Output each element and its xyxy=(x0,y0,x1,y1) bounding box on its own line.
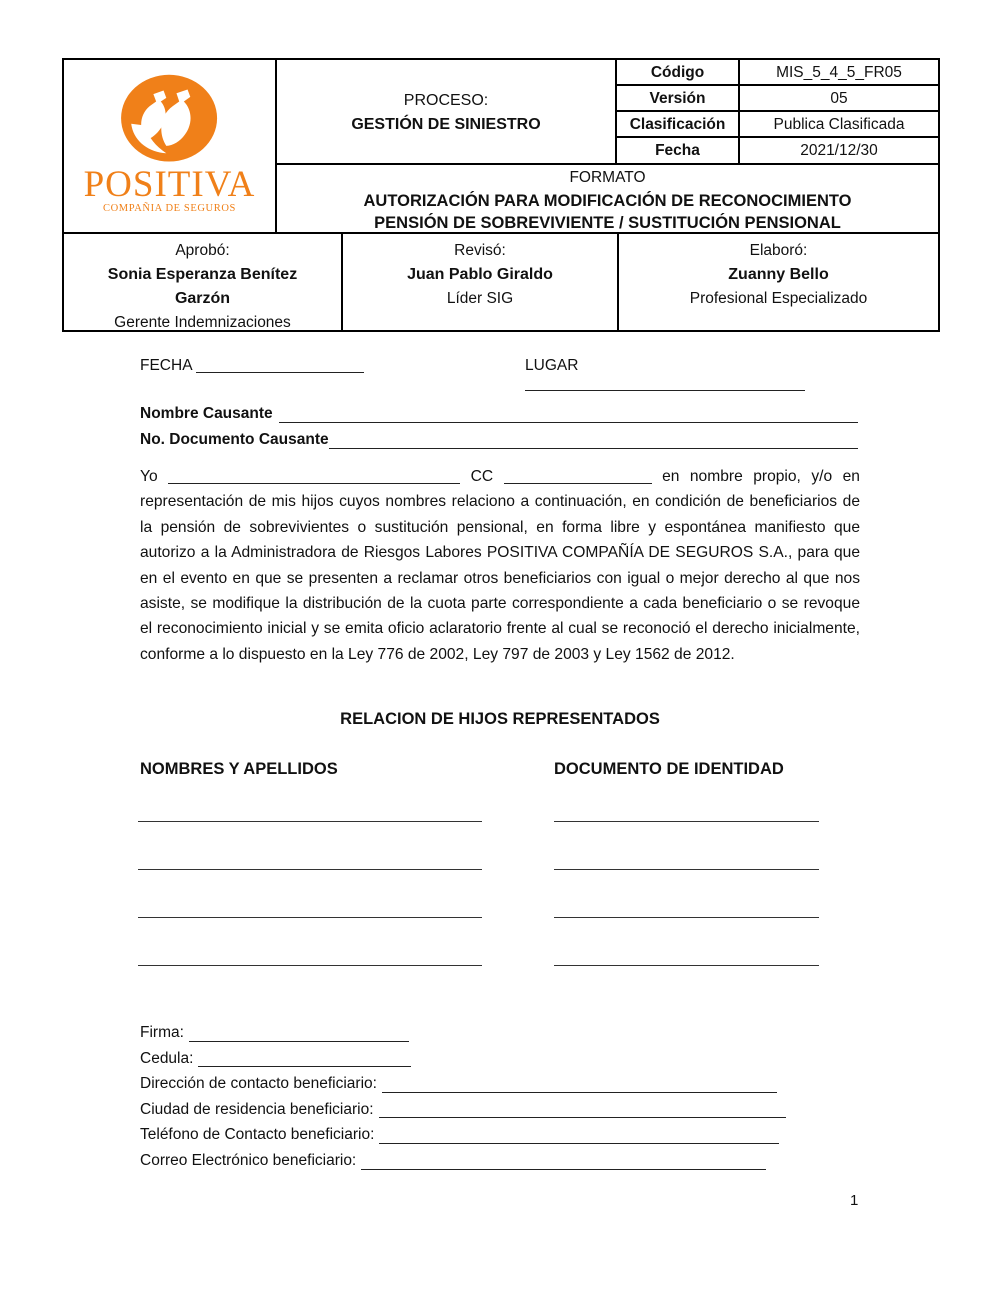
meta-value-clasificacion: Publica Clasificada xyxy=(740,112,938,138)
child-row xyxy=(138,950,860,966)
direccion-blank-line xyxy=(382,1071,777,1093)
approval-role: Aprobó: xyxy=(175,242,230,259)
authorization-text: en nombre propio, y/o en representación de mis hijos cuyos nombres relaciono a continuación, en condición de beneficiarios de la pensión de sobrevivientes o sustitución pensional, en forma libre y espontánea manifiesto que autorizo a la Administradora de Riesgos Labores POSITIVA COMPAÑÍA DE SEGUROS S.A., para que en el evento en que se presenten a reclamar otros beneficiarios con igual o mejor derecho al que nos asiste, se modifique la distribución de la cuota parte correspondiente a cada beneficiario o se revoque el reconocimiento inicial y se emita oficio aclaratorio frente al cual se reconoció el derecho inicialmente, conforme a lo dispuesto en la Ley 776 de 2002, Ley 797 de 2003 y Ley 1562 de 2012. xyxy=(140,468,860,663)
documento-causante-row xyxy=(140,427,858,453)
firma-row xyxy=(140,1020,860,1046)
ciudad-label: Ciudad de residencia beneficiario: xyxy=(140,1100,374,1118)
child-document-blank-line xyxy=(554,902,819,918)
firma-blank-line xyxy=(189,1020,409,1042)
brand-tagline: COMPAÑIA DE SEGUROS xyxy=(103,203,236,214)
relation-title: RELACION DE HIJOS REPRESENTADOS xyxy=(340,710,660,728)
correo-label: Correo Electrónico beneficiario: xyxy=(140,1151,357,1169)
meta-value-fecha: 2021/12/30 xyxy=(800,142,878,159)
documento-causante-label: No. Documento Causante xyxy=(140,431,329,448)
contact-block xyxy=(140,1020,860,1174)
proceso-label: PROCESO: xyxy=(403,92,489,109)
approval-row xyxy=(64,232,938,330)
children-columns-header xyxy=(140,760,860,779)
child-document-blank-line xyxy=(554,950,819,966)
authorization-paragraph xyxy=(140,464,860,667)
brand-name: POSITIVA xyxy=(83,164,256,205)
child-name-blank-line xyxy=(138,854,482,870)
children-col2-header: DOCUMENTO DE IDENTIDAD xyxy=(554,760,784,778)
formato-title-line1: AUTORIZACIÓN PARA MODIFICACIÓN DE RECONOCIMIENTO xyxy=(363,191,852,210)
lugar-label: LUGAR xyxy=(525,357,579,374)
cc-label: CC xyxy=(470,468,494,485)
child-document-blank-line xyxy=(554,854,819,870)
formato-title-line2: PENSIÓN DE SOBREVIVIENTE / SUSTITUCIÓN PENSIONAL xyxy=(374,214,841,232)
meta-value-codigo: MIS_5_4_5_FR05 xyxy=(740,60,938,86)
approval-name: Zuanny Bello xyxy=(728,266,829,283)
ciudad-blank-line xyxy=(379,1097,786,1119)
formato-cell xyxy=(277,163,938,232)
meta-label-clasificacion: Clasificación xyxy=(617,112,740,138)
header-table xyxy=(62,58,940,332)
approval-cell-elaboro xyxy=(619,234,938,330)
direccion-row xyxy=(140,1071,860,1097)
fecha-label: FECHA xyxy=(140,357,192,374)
approval-name: Sonia Esperanza Benítez Garzón xyxy=(107,266,298,307)
approval-cell-reviso xyxy=(343,234,619,330)
child-row xyxy=(138,902,860,918)
ciudad-row xyxy=(140,1097,860,1123)
page-number: 1 xyxy=(850,1192,859,1209)
nombre-causante-blank-line xyxy=(279,401,858,423)
approval-name: Juan Pablo Giraldo xyxy=(407,266,553,283)
lugar-blank-line xyxy=(525,387,805,391)
correo-row xyxy=(140,1148,860,1174)
yo-label: Yo xyxy=(140,468,158,485)
approval-cell-aprobo xyxy=(64,234,343,330)
lugar-group xyxy=(525,357,860,393)
documento-causante-blank-line xyxy=(329,427,858,449)
cedula-blank-line xyxy=(198,1046,411,1068)
correo-blank-line xyxy=(361,1148,766,1170)
nombre-causante-row xyxy=(140,401,858,427)
proceso-name: GESTIÓN DE SINIESTRO xyxy=(351,116,541,133)
positiva-logo-icon xyxy=(114,72,226,168)
meta-label-codigo: Código xyxy=(617,60,740,86)
meta-label-version: Versión xyxy=(617,86,740,112)
formato-label: FORMATO xyxy=(569,169,646,186)
child-row xyxy=(138,806,860,822)
firma-label: Firma: xyxy=(140,1024,184,1041)
telefono-blank-line xyxy=(379,1122,779,1144)
child-document-blank-line xyxy=(554,806,819,822)
fecha-lugar-row xyxy=(140,357,860,375)
approval-title: Profesional Especializado xyxy=(689,290,868,307)
meta-value-version: 05 xyxy=(740,86,938,112)
causante-block xyxy=(140,401,858,453)
approval-role: Elaboró: xyxy=(749,242,808,259)
direccion-label: Dirección de contacto beneficiario: xyxy=(140,1075,377,1093)
cedula-row xyxy=(140,1046,860,1072)
nombre-causante-label: Nombre Causante xyxy=(140,405,273,422)
approval-role: Revisó: xyxy=(454,242,506,259)
proceso-cell xyxy=(277,60,617,163)
children-col1-header: NOMBRES Y APELLIDOS xyxy=(140,760,338,778)
cc-blank-line xyxy=(504,480,652,484)
fecha-blank-line xyxy=(196,369,364,373)
child-name-blank-line xyxy=(138,902,482,918)
approval-title: Gerente Indemnizaciones xyxy=(114,314,291,331)
approval-title: Líder SIG xyxy=(446,290,514,307)
name-blank-line xyxy=(168,480,460,484)
child-name-blank-line xyxy=(138,806,482,822)
child-name-blank-line xyxy=(138,950,482,966)
telefono-row xyxy=(140,1122,860,1148)
meta-label-fecha: Fecha xyxy=(617,138,740,163)
telefono-label: Teléfono de Contacto beneficiario: xyxy=(140,1126,375,1144)
child-row xyxy=(138,854,860,870)
cedula-label: Cedula: xyxy=(140,1049,194,1067)
logo-cell xyxy=(64,60,277,232)
